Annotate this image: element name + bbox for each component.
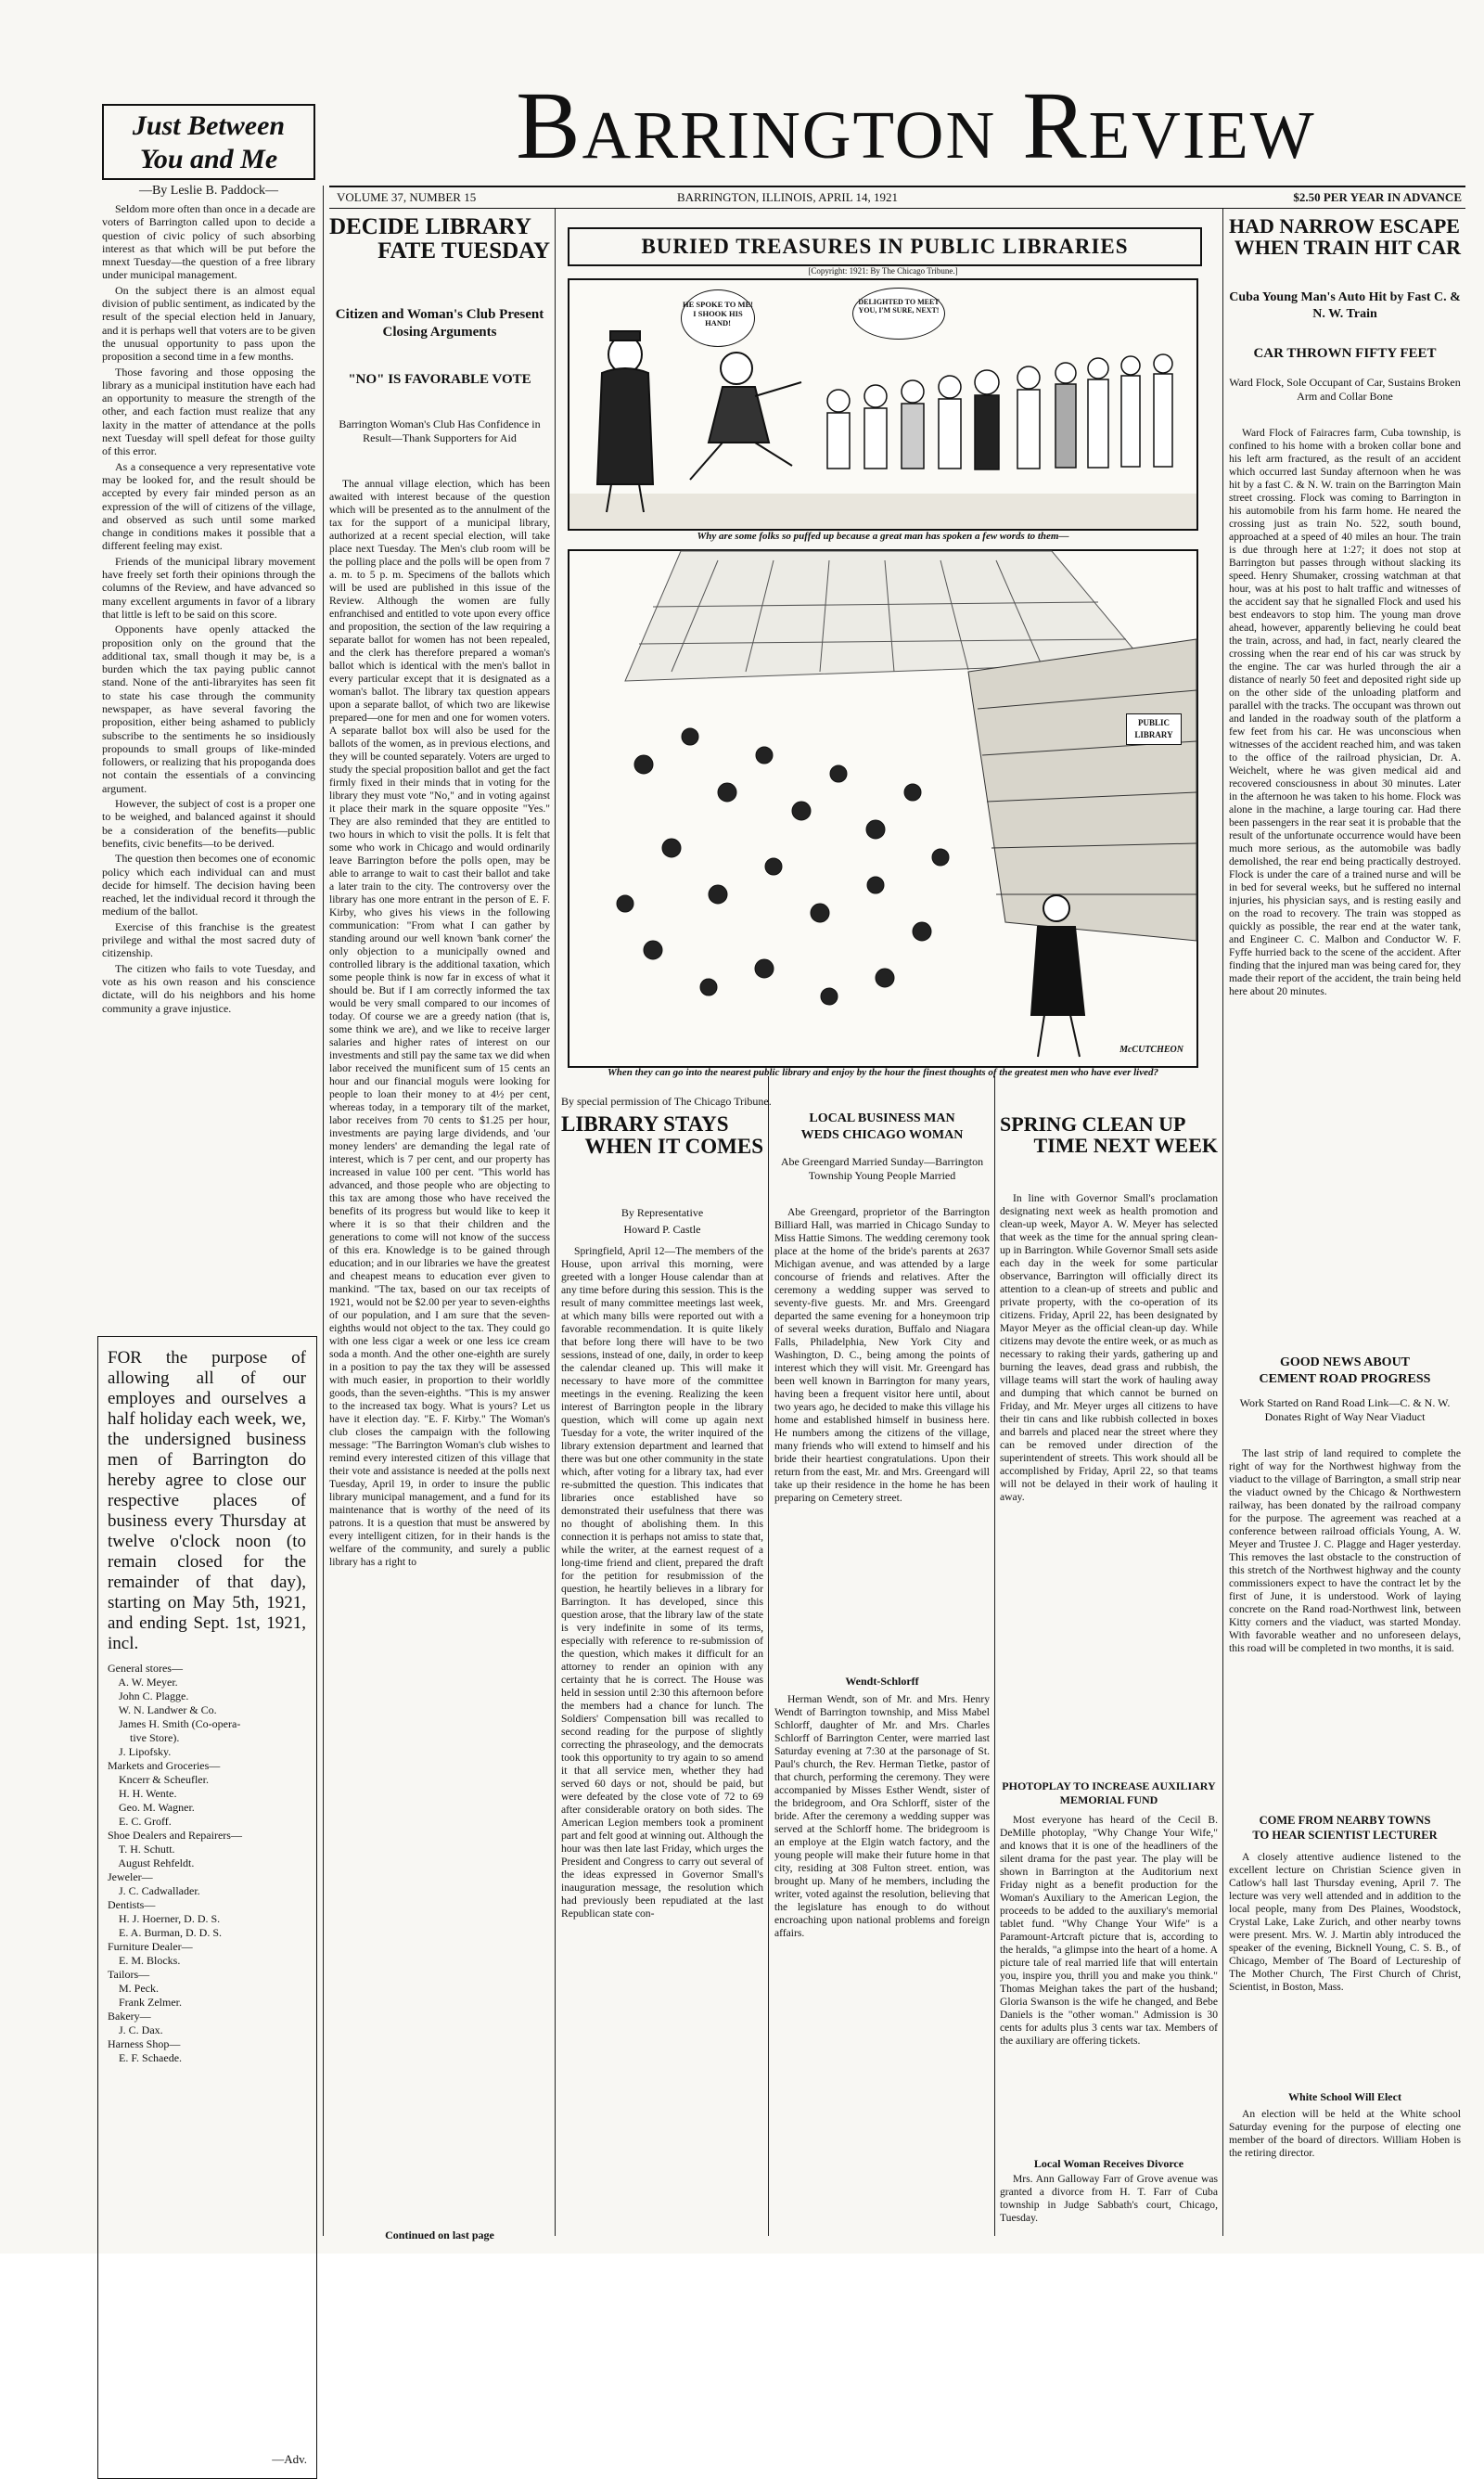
headline-line: HAD NARROW ESCAPE [1229, 214, 1460, 238]
cartoon-title: BURIED TREASURES IN PUBLIC LIBRARIES [568, 227, 1202, 266]
speech-bubble: DELIGHTED TO MEET YOU, I'M SURE, NEXT! [852, 288, 945, 340]
editorial-paragraph: Those favoring and those opposing the library as a municipal institution have each had an opportunity to measure the strength of the other, and each faction must realize that any laxity in the matter of attendance at the polls next Tuesday will spell defeat for those guilty of this error. [102, 365, 315, 458]
library-bookshelves [968, 639, 1196, 941]
headline-narrow-escape [1229, 215, 1461, 258]
editorial-paragraph: Exercise of this franchise is the greatest privilege and withal the most sacred duty of citizenship. [102, 919, 315, 960]
article-text: In line with Governor Small's proclamation designating next week as health promotion and clean-up week, Mayor A. W. Meyer has selected that week as the time for the annual spring clean-up in Barrington. While Governor Small sets aside each day in the week for some particular observance, Barrington will officially direct its attention to a clean-up of streets and public and private property, with the co-operation of its citizens. Friday, April 22, has been designated by Mayor Meyer as the official clean-up day. While citizens may devote the entire week, or as much as necessary to raking their yards, gathering up and burning the leaves, dead grass and rubbish, the village teams will start the work of hauling away and dumping that which cannot be burned on Friday, and Mr. Meyer urges all citizens to have their tin cans and like rubbish collected in boxes and barrels and placed near the street where they can be removed under direction of the superintendent of streets. This work should all be accomplished by Friday, April 22, so that teams will not be delayed in their work of hauling it away. [1000, 1192, 1219, 1503]
editorial-paragraph: On the subject there is an almost equal division of public sentiment, as indicated by the result of the special election held in January, and it is perhaps well that voters are to be given the unusual opportunity to pass upon the proposition a second time in a few months. [102, 283, 315, 364]
advertisement-text: FOR the purpose of allowing all of our employes and ourselves a half holiday each week, we, the undersigned business men of Barrington do hereby agree to close our respective places of business every Thursday at twelve o'clock noon (to remain closed for the remainder of that day), starting on May 5th, 1921, and ending Sept. 1st, 1921, incl. [108, 1348, 306, 1653]
divorce-body [1000, 2173, 1218, 2238]
headline-photoplay: PHOTOPLAY TO INCREASE AUXILIARY MEMORIAL FUND [1002, 1779, 1216, 1806]
article-text: Abe Greengard, proprietor of the Barrington Billiard Hall, was married in Chicago Sunday to Miss Hattie Simons. The wedding ceremony took place at the home of the bride's parents at 2637 Michigan avenue, and was attended by a large concourse of friends and relatives. After the ceremony a wedding supper was served to seventy-five guests. Mr. and Mrs. Greengard departed the same evening for a honeymoon trip of several weeks duration, Buffalo and Niagara Falls, Philadelphia, New York City and Washington, D. C., being among the points of interest which they will visit. Mr. Greengard has been well known in Barrington for many years, having been a frequent visitor here until, about two years ago, he decided to make this village his home and established himself in business here. He numbers among the citizens of the village, many friends who will extend to himself and his bride their heartiest congratulations. Upon their return from the east, Mr. and Mrs. Greengard will take up their residence in the home he has been preparing on Cemetery street. [774, 1206, 990, 1504]
article-text: An election will be held at the White school Saturday evening for the purpose of electing one member of the board of directors. William Hoben is the retiring director. [1229, 2108, 1461, 2159]
subscription-price: $2.50 PER YEAR IN ADVANCE [1293, 190, 1462, 204]
editorial-paragraph: However, the subject of cost is a proper one to be weighed, and balanced against it should be a consideration of the benefits—public benefits, civic benefits—to be derived. [102, 797, 315, 850]
library-story-body [329, 478, 550, 2259]
advertisement-signoff: —Adv. [272, 2452, 307, 2466]
deck-car-thrown: CAR THROWN FIFTY FEET [1253, 346, 1437, 361]
headline-spring-cleanup [1000, 1113, 1218, 1156]
headline-line: CEMENT ROAD PROGRESS [1259, 1371, 1431, 1386]
cartoon-figure [690, 353, 801, 480]
deck-auto-hit: Cuba Young Man's Auto Hit by Fast C. & N. W. Train [1229, 290, 1461, 321]
headline-line: WHEN TRAIN HIT CAR [1234, 236, 1461, 260]
article-text: Most everyone has heard of the Cecil B. DeMille photoplay, "Why Change Your Wife," and knows that it is one of the headliners of the silent drama for the past year. The play will be shown in Barrington at the Auditorium next Friday night as a benefit production for the Woman's Auxiliary to the American Legion, the proceeds to be added to the auxiliary's memorial tablet fund. "Why Change Your Wife" is a Paramount-Artcraft picture that is, according to the heralds, "a glimpse into the heart of a home. A picture tale of real married life that will entertain you, inspire you, thrill you and make you think." Thomas Meighan takes the part of the husband; Gloria Swanson is the wife he changed, and Bebe Daniels is the "other woman." Admission is 30 cents for adults plus 3 cents war tax. Members of the auxiliary are offering tickets. [1000, 1814, 1218, 2047]
column-title-box [102, 104, 315, 180]
cartoon-panel-bottom [568, 549, 1198, 1068]
editorial-paragraph: The citizen who fails to vote Tuesday, and vote as his own reason and his conscience dictate, will do his neighbors and his home community a grave injustice. [102, 961, 315, 1015]
narrow-escape-body [1229, 427, 1461, 1345]
editorial-paragraph: Opponents have openly attacked the proposition only on the ground that the additional tax, small though it may be, is a burden which the tax paying public cannot stand. None of the anti-libraryites has seen fit to state his case through the community newspaper, as have several favoring the proposition, either being ashamed to publicly subscribe to the sentiments he so insidiously propounds to small groups of like-minded followers, or realizing that his propoganda does not contain the essentials of a convincing argument. [102, 623, 315, 795]
editorial-paragraph: Friends of the municipal library movement have freely set forth their opinions through the columns of the Review, and have advanced so many excellent arguments in favor of a library that little is left to be said on this score. [102, 554, 315, 621]
half-holiday-advertisement [97, 1336, 317, 2479]
column-rule [768, 1076, 769, 2236]
headline-decide-library [329, 215, 550, 264]
headline-line: COME FROM NEARBY TOWNS [1259, 1814, 1431, 1827]
column-title-line2: You and Me [139, 144, 278, 174]
continued-notice: Continued on last page [329, 2229, 550, 2242]
column-title-line1: Just Between [132, 110, 286, 141]
editorial-column [102, 202, 315, 1325]
cement-road-body [1229, 1447, 1461, 1805]
wendt-schlorff-body [774, 1693, 990, 2236]
cartoon-panel-top [568, 278, 1198, 531]
headline-line: TO HEAR SCIENTIST LECTURER [1252, 1828, 1438, 1842]
cartoon-library-illustration [569, 551, 1196, 1066]
headline-local-business [774, 1111, 990, 1143]
spring-cleanup-body [1000, 1192, 1218, 1767]
issue-info-bar [329, 186, 1465, 209]
merchant-directory: General stores— A. W. Meyer. John C. Plagge. W. N. Landwer & Co. James H. Smith (Co-opera- tive Store). J. Lipofsky. Markets and Groceries— Kncerr & Scheufler. H. H. Wente. Geo. M. Wagner. E. C. Groff. Shoe Dealers and Repairers— T. H. Schutt. August Rehfeldt. Jeweler— J. C. Cadwallader. Dentists— H. J. Hoerner, D. D. S. E. A. Burman, D. D. S. Furniture Dealer— E. M. Blocks. Tailors— M. Peck. Frank Zelmer. Bakery— J. C. Dax. Harness Shop— E. F. Schaede. [108, 1662, 242, 2064]
library-stays-body [561, 1245, 763, 2238]
cartoon-caption-bottom: When they can go into the nearest public library and enjoy by the hour the finest thoughts of the greatest men who have ever lived? [607, 1067, 1159, 1078]
deck-ward-flock: Ward Flock, Sole Occupant of Car, Sustains Broken Arm and Collar Bone [1229, 376, 1461, 403]
headline-scientist-lecturer [1229, 1814, 1461, 1843]
column-rule [323, 186, 324, 2236]
artist-signature: McCUTCHEON [1119, 1045, 1183, 1055]
masthead-title: Barrington Review [516, 72, 1316, 179]
headline-line: WEDS CHICAGO WOMAN [800, 1127, 964, 1142]
article-text: The last strip of land required to complete the right of way for the Northwest highway from the viaduct to the village of Barrington, a small strip near the viaduct owned by the Chicago & Northwestern railway, has been donated by the railroad company for the purpose. The agreement was reached at a conference between railroad officials Young, A. W. Meyer and Trustee J. C. Plagge and Hager yesterday. This removes the last obstacle to the construction of this stretch of the Northwest highway and the county commissioners expect to have the contract let by the first of June, it is understood. Work of laying concrete on the Rand road-Northwest link, between Kitty corners and the viaduct, was started Monday. With favorable weather and no unforeseen delays, this road will be completed in two months, it is said. [1229, 1447, 1461, 1654]
headline-white-school: White School Will Elect [1288, 2090, 1401, 2103]
article-text: Springfield, April 12—The members of the House, upon arrival this morning, were greeted with a longer House calendar than at any time before during this session. This is the result of many committee meetings last week, at which many bills were reported out with a favorable recommendation. It is quite likely that before long there will have to be two sessions, instead of one, daily, in order to keep the calendar cleaned up. This will make it necessary to have more of the committee meetings in the evening. Realizing the keen interest of Barrington people in the library question, which will come up again next Tuesday for a vote, the writer inquired of the library extension department and learned that there was but one other community in the state which, after voting for a library tax, had ever re-submitted the question. This indicates that libraries once established have so demonstrated their usefulness that there was no thought of abolishing them. In this connection it is perhaps not amiss to state that, while the writer, at the earnest request of a long-time friend and client, prepared the draft for the petition for resubmission of the question, he heartily believes in a library for Barrington. It has developed, since this question arose, that the library law of the state is very indefinite in some of its terms, especially with reference to re-submission of the question, which makes it difficult for an attorney to render an opinion with any certainty that he is correct. The House was held in session until 2:30 this afternoon before the members had a chance for lunch. The Soldiers' Compensation bill was recalled to second reading for the purpose of slightly correcting the phraseology, and the democrats took this opportunity to try again to so amend it that all service men, whether they had served 60 days or not, should be paid, but were defeated by the close vote of 72 to 69 after considerable oratory on both sides. The American Legion members took a prominent part and felt good at winning out. Although the hour was then late last Friday, which urges the President and Congress to carry out several of the ideas expressed in Governor Small's inauguration message, the resolution which had previously been repudiated at the last Republican state con- [561, 1245, 763, 1920]
article-text: Herman Wendt, son of Mr. and Mrs. Henry Wendt of Barrington township, and Miss Mabel Schlorff, daughter of Mr. and Mrs. Charles Schlorff of Barrington Center, were married last Saturday evening at 7:30 at the parsonage of St. Paul's church, the Rev. Herman Tietke, pastor of that church, performing the ceremony. They were accompanied by Misses Esther Wendt, sister of the bridegroom, and Ora Schlorff, sister of the bride. After the ceremony a wedding supper was served at the Schlorff home. The bridegroom is an employe at the Elgin watch factory, and the young people will make their future home in that city, residing at 308 Fulton street. ention, was brought up. Many of he members, including the writer, voted against the resolution, believing that the legislature has enough to do without encroaching upon national problems and foreign affairs. [774, 1693, 990, 1939]
byline-representative: By Representative [620, 1206, 704, 1219]
column-byline: —By Leslie B. Paddock— [138, 184, 279, 198]
article-text: Mrs. Ann Galloway Farr of Grove avenue was granted a divorce from H. T. Farr of Cuba township in Judge Sabbath's court, Chicago, Tuesday. [1000, 2173, 1218, 2224]
dateline: BARRINGTON, ILLINOIS, APRIL 14, 1921 [677, 190, 898, 204]
column-rule [1222, 209, 1223, 2236]
flying-spirits-crowd [617, 728, 949, 1005]
subhead-wendt-schlorff: Wendt-Schlorff [845, 1675, 919, 1688]
headline-line: TIME NEXT WEEK [1033, 1134, 1218, 1158]
volume-number: VOLUME 37, NUMBER 15 [337, 190, 477, 204]
speech-bubble: HE SPOKE TO ME! I SHOOK HIS HAND! [681, 289, 755, 347]
headline-line: LIBRARY STAYS [561, 1112, 729, 1136]
headline-line: FATE TUESDAY [377, 238, 550, 264]
headline-library-stays [561, 1113, 763, 1158]
headline-line: DECIDE LIBRARY [329, 214, 531, 239]
editorial-paragraph: As a consequence a very representative vote may be looked for, and the result should be accepted by every fair minded person as an expression of the will of citizens of the village, and observed as such until some marked change in conditions makes it possible that a different feeling may exist. [102, 459, 315, 553]
cartoon-crowd [827, 354, 1172, 469]
cartoon-figure [597, 331, 653, 512]
byline-author: Howard P. Castle [623, 1223, 701, 1236]
cartoon-copyright: [Copyright: 1921: By The Chicago Tribune.] [808, 266, 958, 276]
editorial-paragraph: Seldom more often than once in a decade are voters of Barrington called upon to decide a question of civic policy of such absorbing interest as that which will be put before the mnext Tuesday—the question of a free library under municipal management. [102, 202, 315, 282]
deck-greengard: Abe Greengard Married Sunday—Barrington Township Young People Married [780, 1155, 984, 1182]
column-rule [994, 1076, 995, 2236]
cartoon-caption-top: Why are some folks so puffed up because a great man has spoken a few words to them— [697, 531, 1069, 542]
deck-closing-arguments: Citizen and Woman's Club Present Closing Arguments [335, 307, 544, 340]
editorial-paragraph: The question then becomes one of economic policy which each individual can and must decide for himself. The decision having been reached, let the individual record it through the medium of the ballot. [102, 852, 315, 918]
deck-rand-road: Work Started on Rand Road Link—C. & N. W. Donates Right of Way Near Viaduct [1239, 1396, 1451, 1423]
headline-divorce: Local Woman Receives Divorce [1033, 2157, 1184, 2170]
headline-line: LOCAL BUSINESS MAN [809, 1111, 955, 1125]
white-school-body [1229, 2108, 1461, 2238]
deck-no-is-favorable: "NO" IS FAVORABLE VOTE [348, 372, 531, 387]
photoplay-body [1000, 1814, 1218, 2152]
article-text: A closely attentive audience listened to the excellent lecture on Christian Science given in Catlow's hall last Thursday evening, April 7. The lecture was very well attended and in addition to the local people, many from Des Plaines, Woodstock, Crystal Lake, Lake Zurich, and other nearby towns were present. Mrs. W. J. Martin ably introduced the speaker of the evening, Bicknell Young, C. S. B., of Chicago, Member of The Board of Lectureship of The Mother Church, The First Church of Christ, Scientist, in Boston, Mass. [1229, 1851, 1461, 1993]
headline-line: WHEN IT COMES [584, 1135, 763, 1159]
reprint-permission: By special permission of The Chicago Tribune. [561, 1095, 772, 1108]
article-text: Ward Flock of Fairacres farm, Cuba township, is confined to his home with a broken collar bone and his left arm fractured, as the result of an accident which occurred last Sunday afternoon when he was hit by a fast C. & N. W. train on the Barrington Main street crossing. Flock was coming to Barrington in his automobile from his farm home. He neared the crossing just as train No. 522, south bound, approached at a speed of 40 miles an hour. The train is due through here at 1:27; it does not stop at Barrington but passes through without slacking its speed. Henry Shumaker, crossing watchman at that hour, was at his post to halt traffic and witnesses of the accident say that he signalled Flock and used his best endeavors to stop him. The young man drove ahead, however, apparently believing he could beat the train, across, and had, in fact, nearly cleared the crossing when the rear end of his car was struck by the engine. The car was hurled through the air a distance of nearly 50 feet and deposited right side up on the other side of the unloading platform and parallel with the tracks. The occupant was thrown out and landed in the roadway south of the platform a few feet from his car. He was unconscious when witnesses of the accident reached him, and was taken to the office of the railroad physician, Dr. A. Weichelt, where he was given medical aid and recovered consciousness in about 30 minutes. Later in the afternoon he was taken to his home. Flock was alone in the machine, a large touring car. Had there been passengers in the rear seat it is probable that the result of the unfortunate occurrence would have been much more serious, as the automobile was badly demolished, the rear end being practically destroyed. Flock is under the care of a trained nurse and will be in bed for several weeks, but he suffered no internal injuries, his physician says, and is resting easily and on the road to recovery. The train was stopped as quickly as possible, the rear end at the water tank, and Engineer C. C. Malbon and Conductor W. F. Fyffe hurried back to the scene of the accident. After finding that the injured man was being cared for, they made their report of the accident, the train being held here about 20 minutes. [1229, 427, 1461, 997]
deck-womans-club: Barrington Woman's Club Has Confidence in Result—Thank Supporters for Aid [339, 417, 541, 444]
column-rule [555, 209, 556, 2236]
lecture-body [1229, 1851, 1461, 2083]
article-text: The annual village election, which has been awaited with interest because of the question which will be presented as to the annulment of the tax for the support of a municipal library, authorized at a recent special election, will take place next Tuesday. The Men's club room will be the polling place and the polls will be open from 7 a. m. to 5 p. m. Specimens of the ballots which will be used are published in this issue of the Review. Although the women are fully enfranchised and entitled to vote upon every office and proposition, the section of the law requiring a separate ballot for women has not been repealed, and the clerk has therefore prepared a woman's ballot which is identical with the men's ballot in every particular except that it is designated as a woman's ballot. The library tax question appears upon a separate ballot, of which two are likewise prepared—one for men and one for women voters. A separate ballot box will also be used for the ballots of the women, as in previous elections, and they will be counted separately. Voters are urged to study the special proposition ballot and get the fact firmly fixed in their minds that in voting for the library they must vote "No," and in voting against it place their mark in the square opposite "Yes." They are also reminded that they are entitled to two hours in which to visit the polls. It is felt that some who work in Chicago and would ordinarily leave Barrington before the polls open, may be able to arrange to wait to cast their ballot and take a later train to the city. The controversy over the library has one more entrant in the person of E. F. Kirby, who gives his views in the following communication: "From what I can gather by standing around our well known 'bank corner' the only objection to a municipally owned and controlled library is the additional taxation, which some people think is now far in excess of what it should be. But if I am correctly informed the tax would be very small compared to our incomes of today. Of course we are a greedy nation (that is, some think we are), and we like to receive larger salaries and higher rates of interest on our investments and still pay the same tax we did when labor received the munificent sum of 15 cents an hour and our financial moguls were looking for people to loan their money to at 4½ per cent, whereas today, in a temporary tilt of the market, labor receives from 70 cents to $1.25 per hour, investments are paying large dividends, and 'our money lenders' are demanding the legal rate of interest, which is 7 per cent, and our property has increased in value 100 per cent. "This world has advanced, and those people who are objecting to this tax are among those who have received the benefits of its progress but would like to keep it where it is so that their children and the generations to come will not know of the success of this era. Knowledge is to be gained through education; and in our libraries we have the greatest and cheapest means to education ever given to mankind. "The tax, based on our tax receipts of 1921, would not be $2.00 per year to seven-eighths of our population, and I am sure that the seven-eighths would not object to the tax. They could go with one less cigar a week or one less ice cream soda a month. And the other one-eighth are surely in a position to pay the tax they will be assessed with much easier, in proportion to their worldly goods, than the seven-eighths. "This is my answer to the increased tax bogy. What is yours? Let us have it election day. "E. F. Kirby." The Woman's club closes the campaign with the following message: "The Barrington Woman's club wishes to remind every interested citizen of this village that their vote and assistance is needed at the polls next Tuesday, April 19, in order to insure the public library municipal management, and a fund for its maintenance that is worthy of the need of its patrons. It is a question that must be answered by every intelligent citizen, for in their hands is the welfare of the community, and surely a public library has a right to [329, 478, 550, 1568]
headline-line: GOOD NEWS ABOUT [1279, 1355, 1411, 1369]
local-business-body [774, 1206, 990, 1670]
library-sign: PUBLIC LIBRARY [1126, 713, 1182, 745]
headline-line: SPRING CLEAN UP [1000, 1112, 1186, 1136]
headline-cement-road [1229, 1355, 1461, 1387]
